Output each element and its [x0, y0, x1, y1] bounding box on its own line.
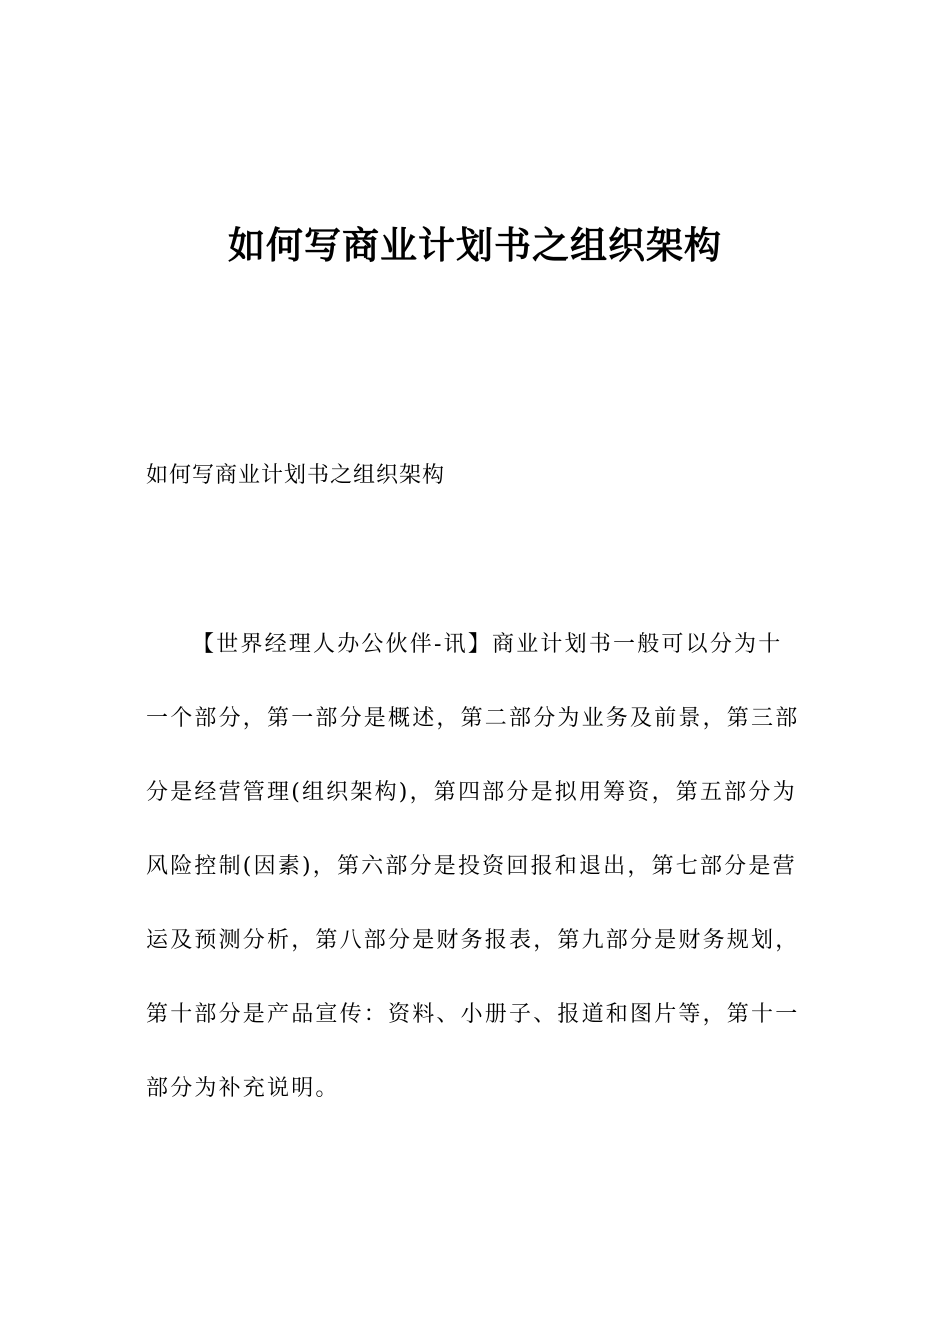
body-paragraph: 【世界经理人办公伙伴-讯】商业计划书一般可以分为十一个部分，第一部分是概述，第二部分为业务及前景，第三部分是经营管理(组织架构)，第四部分是拟用筹资，第五部分为风险控制(因素)，第六部分是投资回报和退出，第七部分是营运及预测分析，第八部分是财务报表，第九部分是财务规划，第十部分是产品宣传：资料、小册子、报道和图片等，第十一部分为补充说明。 — [146, 632, 800, 1101]
document-subtitle: 如何写商业计划书之组织架构 — [146, 463, 446, 488]
page-title: 如何写商业计划书之组织架构 — [228, 224, 722, 267]
